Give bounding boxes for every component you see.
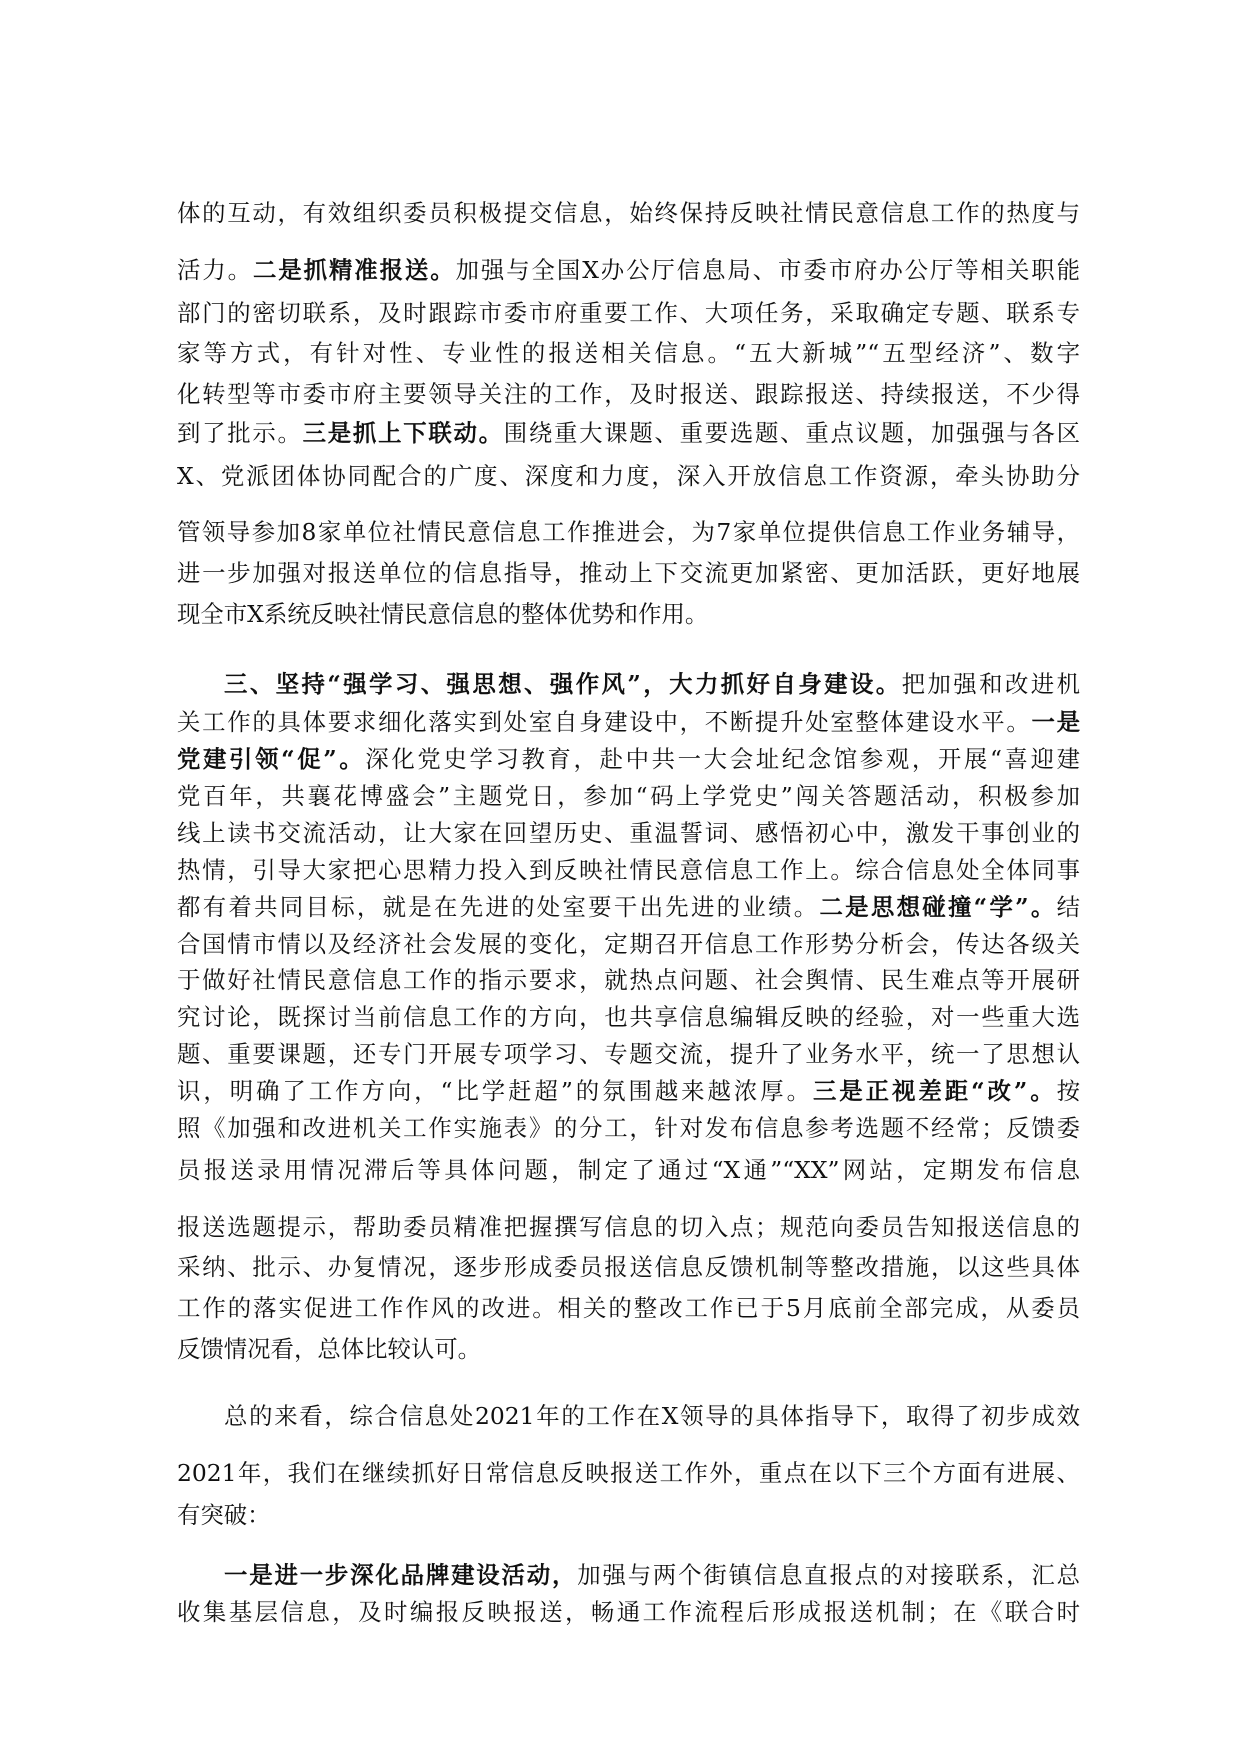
text-line [177,1292,1080,1324]
text-line [177,1596,1080,1628]
text-line [177,417,1080,449]
text-line [177,743,1080,775]
bold-text-segment: 党建引领“促”。 [177,745,366,773]
text-segment: 收集基层信息，及时编报反映报送，畅通工作流程后形成报送机制；在《联合时 [177,1598,1080,1626]
bold-text-segment: 一是进一步深化品牌建设活动， [224,1561,578,1589]
bold-text-segment: 三是抓上下联动。 [302,419,504,447]
text-line [177,297,1080,329]
text-segment: 活力。 [177,256,253,284]
text-segment: 加强与两个街镇信息直报点的对接联系，汇总 [577,1561,1081,1589]
text-segment: 深化党史学习教育，赴中共一大会址纪念馆参观，开展“喜迎建 [365,745,1080,773]
text-segment: 加强与全国X办公厅信息局、市委市府办公厅等相关职能 [455,256,1081,284]
text-segment: 线上读书交流活动，让大家在回望历史、重温誓词、感悟初心中，激发干事创业的 [177,819,1080,847]
text-segment: 现全市X系统反映社情民意信息的整体优势和作用。 [177,600,709,628]
text-segment: 采纳、批示、办复情况，逐步形成委员报送信息反馈机制等整改措施，以这些具体 [177,1253,1080,1281]
text-line [177,460,1080,492]
text-line [177,1112,1080,1144]
text-line [177,928,1080,960]
text-segment: 按 [1056,1077,1080,1105]
text-segment: 围绕重大课题、重要选题、重点议题，加强强与各区 [503,419,1081,447]
text-line [177,1001,1080,1033]
text-line [177,1251,1080,1283]
text-segment: 照《加强和改进机关工作实施表》的分工，针对发布信息参考选题不经常；反馈委 [177,1114,1080,1142]
bold-text-segment: 三、坚持“强学习、强思想、强作风”，大力抓好自身建设。 [224,670,902,698]
text-segment: 于做好社情民意信息工作的指示要求，就热点问题、社会舆情、民生难点等开展研 [177,966,1080,994]
text-segment: 员报送录用情况滞后等具体问题，制定了通过“X通”“XX”网站，定期发布信息 [177,1156,1080,1184]
text-segment: 题、重要课题，还专门开展专项学习、专题交流，提升了业务水平，统一了思想认 [177,1040,1080,1068]
text-line [224,668,1080,700]
text-line [177,817,1080,849]
text-line [177,706,1080,738]
bold-text-segment: 二是抓精准报送。 [252,256,456,284]
text-line [224,1400,1080,1432]
text-line [177,1075,1080,1107]
text-segment: 管领导参加8家单位社情民意信息工作推进会，为7家单位提供信息工作业务辅导， [177,518,1080,546]
text-line [224,1559,1080,1591]
text-line [177,780,1080,812]
text-line [177,891,1080,923]
text-segment: 有突破： [177,1501,271,1529]
text-segment: 体的互动，有效组织委员积极提交信息，始终保持反映社情民意信息工作的热度与 [177,199,1080,227]
text-segment: X、党派团体协同配合的广度、深度和力度，深入开放信息工作资源，牵头协助分 [177,462,1080,490]
text-line [177,197,1080,229]
text-segment: 总的来看，综合信息处2021年的工作在X领导的具体指导下，取得了初步成效 [224,1402,1080,1430]
text-segment: 党百年，共襄花博盛会”主题党日，参加“码上学党史”闯关答题活动，积极参加 [177,782,1080,810]
text-line [177,1457,1080,1489]
text-line [177,1211,1080,1243]
text-segment: 把加强和改进机 [901,670,1081,698]
text-line [177,598,1080,630]
text-line [177,378,1080,410]
text-segment: 进一步加强对报送单位的信息指导，推动上下交流更加紧密、更加活跃，更好地展 [177,559,1080,587]
text-line [177,1499,1080,1531]
text-segment: 关工作的具体要求细化落实到处室自身建设中，不断提升处室整体建设水平。 [177,708,1032,736]
text-segment: 2021年，我们在继续抓好日常信息反映报送工作外，重点在以下三个方面有进展、 [177,1459,1080,1487]
text-line [177,1038,1080,1070]
text-line [177,516,1080,548]
text-segment: 合国情市情以及经济社会发展的变化，定期召开信息工作形势分析会，传达各级关 [177,930,1080,958]
text-segment: 家等方式，有针对性、专业性的报送相关信息。“五大新城”“五型经济”、数字 [177,339,1080,367]
text-segment: 究讨论，既探讨当前信息工作的方向，也共享信息编辑反映的经验，对一些重大选 [177,1003,1080,1031]
text-segment: 识，明确了工作方向，“比学赶超”的氛围越来越浓厚。 [177,1077,813,1105]
text-segment: 热情，引导大家把心思精力投入到反映社情民意信息工作上。综合信息处全体同事 [177,856,1080,884]
bold-text-segment: 二是思想碰撞“学”。 [819,893,1057,921]
text-line [177,337,1080,369]
text-line [177,1154,1080,1186]
bold-text-segment: 一是 [1031,708,1081,736]
text-segment: 报送选题提示，帮助委员精准把握撰写信息的切入点；规范向委员告知报送信息的 [177,1213,1080,1241]
text-line [177,557,1080,589]
text-segment: 部门的密切联系，及时跟踪市委市府重要工作、大项任务，采取确定专题、联系专 [177,299,1080,327]
text-segment: 都有着共同目标，就是在先进的处室要干出先进的业绩。 [177,893,820,921]
text-segment: 工作的落实促进工作作风的改进。相关的整改工作已于5月底前全部完成，从委员 [177,1294,1080,1322]
text-segment: 化转型等市委市府主要领导关注的工作，及时报送、跟踪报送、持续报送，不少得 [177,380,1080,408]
text-segment: 反馈情况看，总体比较认可。 [177,1335,482,1363]
bold-text-segment: 三是正视差距“改”。 [812,1077,1057,1105]
text-segment: 到了批示。 [177,419,303,447]
text-line [177,964,1080,996]
text-line [177,254,1080,286]
text-line [177,1333,1080,1365]
text-segment: 结 [1056,893,1080,921]
text-line [177,854,1080,886]
